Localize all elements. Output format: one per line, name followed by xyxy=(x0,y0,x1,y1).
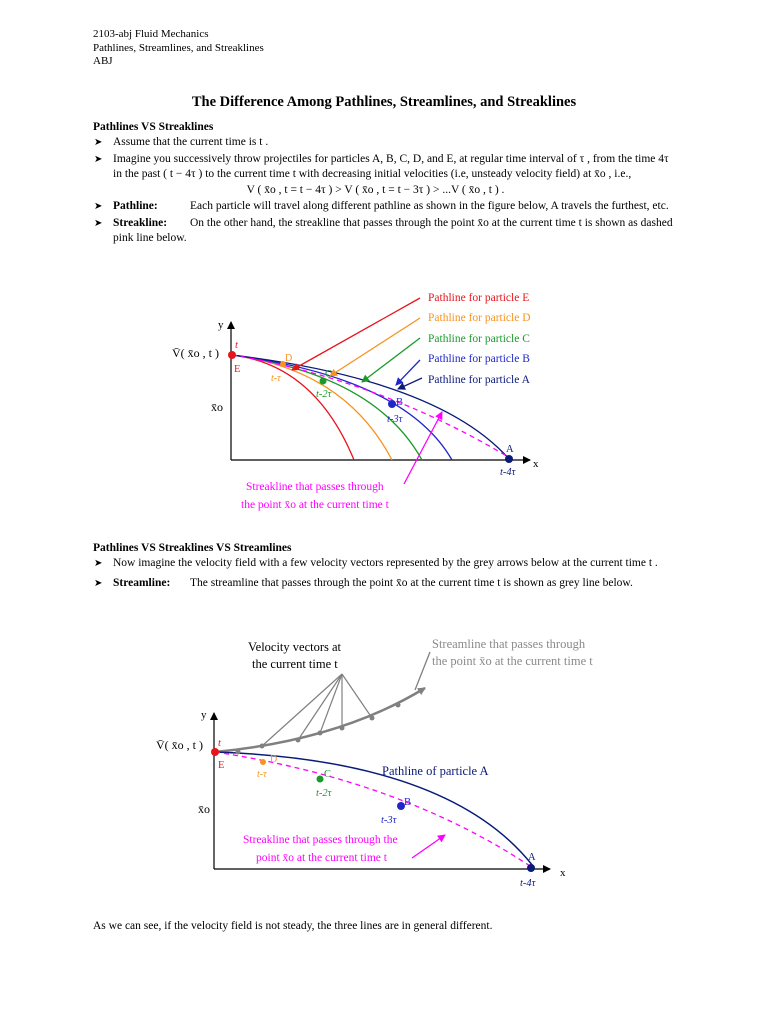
point-label-b: B xyxy=(396,397,404,408)
list-item: ➤ Assume that the current time is t . xyxy=(93,135,678,151)
velocity-label: V̄( x̄o , t ) xyxy=(156,738,203,752)
velocity-label: V̄( x̄o , t ) xyxy=(172,346,219,360)
streamline xyxy=(215,688,425,752)
list-item: ➤ Streamline: The streamline that passes through the point x̄o at the current time t is shown as grey line below. xyxy=(93,576,678,592)
velocity-vector-point xyxy=(340,726,345,731)
section-heading-2: Pathlines VS Streaklines VS Streamlines xyxy=(93,542,292,554)
legend-label-a: Pathline for particle A xyxy=(428,374,530,386)
point-label-c: C xyxy=(325,369,333,380)
velocity-inequality: V ( x̄o , t = t − 4τ ) > V ( x̄o , t = t − 3τ ) > ...V ( x̄o , t ) . xyxy=(246,183,505,196)
conclusion-text: As we can see, if the velocity field is not steady, the three lines are in general different. xyxy=(93,920,493,932)
time-label-c: t-2τ xyxy=(316,788,332,799)
point-label-d: D xyxy=(270,754,278,765)
particle-c xyxy=(317,776,324,783)
x-axis-label: x xyxy=(533,458,539,470)
particle-e xyxy=(211,748,219,756)
pathline-a-caption: Pathline of particle A xyxy=(382,764,489,778)
time-label-b: t-3τ xyxy=(381,815,397,826)
point-label-e: E xyxy=(218,760,225,771)
time-label-e: t xyxy=(235,340,238,351)
bullet-arrow-icon: ➤ xyxy=(94,217,103,229)
vectors-caption-line1: Velocity vectors at xyxy=(248,640,342,654)
stream-caption-pointer xyxy=(415,652,430,690)
legend-label-c: Pathline for particle C xyxy=(428,333,530,345)
section-heading-1: Pathlines VS Streaklines xyxy=(93,121,214,133)
velocity-vector-point xyxy=(260,744,265,749)
bullet-arrow-icon: ➤ xyxy=(94,577,103,589)
stream-caption-line2: the point x̄o at the current time t xyxy=(432,654,593,668)
streak-caption-line2: the point x̄o at the current time t xyxy=(241,499,389,511)
legend-label-b: Pathline for particle B xyxy=(428,353,530,365)
bullet-arrow-icon: ➤ xyxy=(94,201,103,212)
point-label-a: A xyxy=(528,852,536,863)
velocity-vector-point xyxy=(236,750,241,755)
bullet-arrow-icon: ➤ xyxy=(94,137,103,148)
list-item: ➤ Pathline: Each particle will travel along different pathline as shown in the figure below, A travels the furthest, etc. xyxy=(93,199,678,215)
list-item: ➤ Now imagine the velocity field with a few velocity vectors represented by the grey arrows below at the current time t . xyxy=(93,556,678,572)
page-title: The Difference Among Pathlines, Streamlines, and Streaklines xyxy=(191,94,577,110)
list-item: ➤ Imagine you successively throw projectiles for particles A, B, C, D, and E, at regular time interval of τ , from the time 4τ in the past ( t − 4τ ) to the current time t with decreasing initial velocities (i.e, unsteady velocity field) at x̄o , i.e., V ( x̄o , t = t − 4τ ) > V ( x̄o , t = t − 3τ ) > ...V ( x̄o , t ) . xyxy=(93,152,678,199)
y-axis-label: y xyxy=(218,319,224,331)
streak-caption-line2: point x̄o at the current time t xyxy=(256,852,387,864)
legend-label-e: Pathline for particle E xyxy=(428,292,530,304)
vectors-caption-line2: the current time t xyxy=(252,657,338,671)
time-label-c: t-2τ xyxy=(316,389,332,400)
velocity-vector-point xyxy=(318,731,323,736)
point-label-a: A xyxy=(506,444,514,455)
velocity-vector-point xyxy=(370,716,375,721)
time-label-d: t-τ xyxy=(257,769,267,780)
author-label: ABJ xyxy=(93,55,113,67)
point-label-c: C xyxy=(324,769,332,780)
xo-label: x̄o xyxy=(211,400,223,414)
bullet-arrow-icon: ➤ xyxy=(94,558,103,569)
streak-caption-line1: Streakline that passes through xyxy=(246,481,384,493)
list-item: ➤ Streakline: On the other hand, the streakline that passes through the point x̄o at the current time t is shown as dashed pink line below. xyxy=(94,216,673,244)
particle-a xyxy=(527,864,535,872)
streak-caption-pointer xyxy=(412,835,445,858)
time-label-b: t-3τ xyxy=(387,414,403,425)
topic-label: Pathlines, Streamlines, and Streaklines xyxy=(93,41,264,54)
particle-d xyxy=(260,759,266,765)
point-label-b: B xyxy=(404,797,412,808)
x-axis-label: x xyxy=(560,867,566,879)
time-label-e: t xyxy=(218,738,221,749)
velocity-pointer-lines xyxy=(262,674,372,746)
legend-label-d: Pathline for particle D xyxy=(428,312,531,324)
xo-label: x̄o xyxy=(198,802,210,816)
y-axis-label: y xyxy=(201,709,207,721)
streak-caption-line1: Streakline that passes through the xyxy=(243,834,398,846)
point-label-d: D xyxy=(285,353,293,364)
time-label-d: t-τ xyxy=(271,373,281,384)
stream-caption-line1: Streamline that passes through xyxy=(432,637,586,651)
velocity-vector-point xyxy=(396,703,401,708)
time-label-a: t-4τ xyxy=(520,878,536,889)
bullet-arrow-icon: ➤ xyxy=(94,153,103,165)
velocity-vector-point xyxy=(296,738,301,743)
time-label-a: t-4τ xyxy=(500,467,516,478)
point-label-e: E xyxy=(234,364,241,375)
course-label: 2103-abj Fluid Mechanics xyxy=(93,28,209,40)
